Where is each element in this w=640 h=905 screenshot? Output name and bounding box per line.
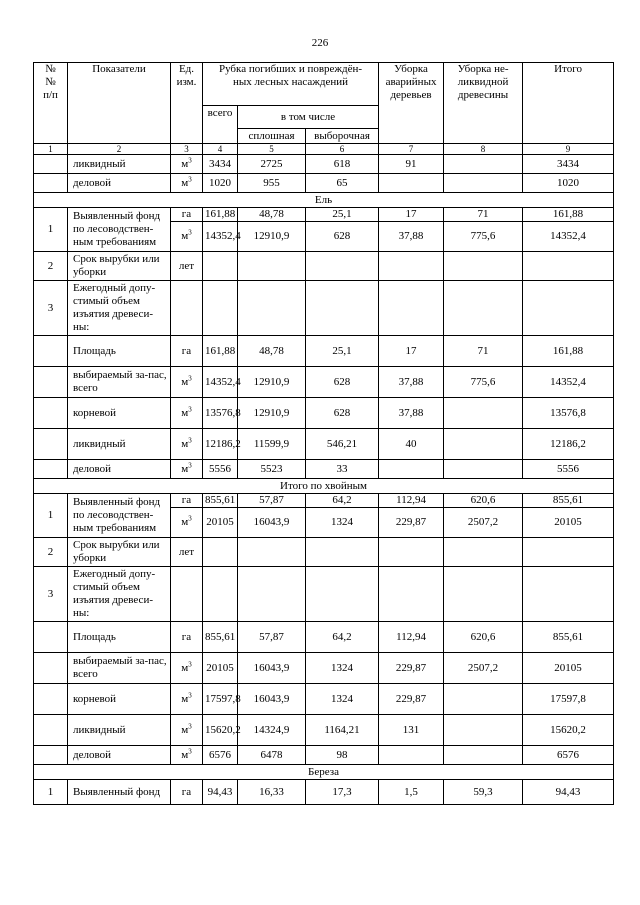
cell-itogo: 14352,4 <box>523 367 614 398</box>
cell-emergency <box>379 538 444 567</box>
cell-label: корневой <box>68 398 171 429</box>
cell-total: 20105 <box>203 653 238 684</box>
table-row <box>34 715 614 746</box>
cell-label: деловой <box>68 174 171 193</box>
cell-total: 12186,2 <box>203 429 238 460</box>
cell-total: 94,43 <box>203 780 238 805</box>
cell-num: 1 <box>34 780 68 805</box>
cell-total: 13576,8 <box>203 398 238 429</box>
column-number: 6 <box>306 144 379 155</box>
cell-emergency <box>379 252 444 281</box>
cell-nonliquid <box>444 174 523 193</box>
cell-num <box>34 398 68 429</box>
section-row <box>34 193 614 208</box>
column-number: 5 <box>238 144 306 155</box>
section-title: Береза <box>34 765 614 780</box>
cell-unit: га <box>171 208 203 222</box>
cell-total <box>203 567 238 622</box>
cell-emergency <box>379 567 444 622</box>
cell-total: 3434 <box>203 155 238 174</box>
cell-nonliquid <box>444 398 523 429</box>
cell-emergency: 37,88 <box>379 367 444 398</box>
cell-itogo: 20105 <box>523 653 614 684</box>
cell-selective: 546,21 <box>306 429 379 460</box>
cell-selective: 33 <box>306 460 379 479</box>
cell-nonliquid <box>444 567 523 622</box>
cell-total: 161,88 <box>203 208 238 222</box>
table-row <box>34 155 614 174</box>
cell-total: 1020 <box>203 174 238 193</box>
cell-unit <box>171 281 203 336</box>
cell-num: 3 <box>34 281 68 336</box>
column-number: 8 <box>444 144 523 155</box>
cell-num: 2 <box>34 252 68 281</box>
header-row-1 <box>34 63 614 106</box>
column-numbers-row <box>34 144 614 155</box>
section-title: Итого по хвойным <box>34 479 614 494</box>
cell-total: 855,61 <box>203 622 238 653</box>
cell-nonliquid <box>444 429 523 460</box>
cell-label: Площадь <box>68 336 171 367</box>
header-itogo: Итого <box>523 63 614 144</box>
section-title: Ель <box>34 193 614 208</box>
cell-itogo: 855,61 <box>523 494 614 508</box>
cell-total <box>203 538 238 567</box>
cell-total: 14352,4 <box>203 222 238 252</box>
header-felling: Рубка погибших и повреждён- ных лесных насаждений <box>203 63 379 106</box>
cell-clear: 6478 <box>238 746 306 765</box>
cell-num <box>34 746 68 765</box>
cell-nonliquid: 620,6 <box>444 494 523 508</box>
cell-clear <box>238 538 306 567</box>
cell-nonliquid <box>444 155 523 174</box>
cell-unit: $м^3$ <box>171 429 203 460</box>
header-nonliquid: Уборка не- ликвидной древесины <box>444 63 523 144</box>
cell-unit: $м^3$ <box>171 460 203 479</box>
table-row <box>34 567 614 622</box>
table-row <box>34 367 614 398</box>
cell-num <box>34 460 68 479</box>
cell-label: выбираемый за-пас, всего <box>68 653 171 684</box>
cell-num <box>34 622 68 653</box>
cell-itogo: 15620,2 <box>523 715 614 746</box>
cell-nonliquid: 71 <box>444 336 523 367</box>
cell-total: 17597,8 <box>203 684 238 715</box>
cell-label: деловой <box>68 746 171 765</box>
cell-selective: 628 <box>306 398 379 429</box>
cell-unit: $м^3$ <box>171 746 203 765</box>
cell-nonliquid <box>444 538 523 567</box>
column-number: 4 <box>203 144 238 155</box>
cell-itogo: 14352,4 <box>523 222 614 252</box>
cell-label: Ежегодный допу-стимый объем изъятия древеси-ны: <box>68 567 171 622</box>
column-number: 1 <box>34 144 68 155</box>
table-row <box>34 429 614 460</box>
cell-emergency: 37,88 <box>379 398 444 429</box>
table-row <box>34 336 614 367</box>
cell-emergency: 91 <box>379 155 444 174</box>
cell-selective: 628 <box>306 367 379 398</box>
cell-emergency: 112,94 <box>379 494 444 508</box>
cell-itogo <box>523 567 614 622</box>
header-clear: сплошная <box>238 129 306 144</box>
cell-itogo <box>523 252 614 281</box>
cell-unit: $м^3$ <box>171 715 203 746</box>
table-row <box>34 746 614 765</box>
cell-label: корневой <box>68 684 171 715</box>
cell-label: деловой <box>68 460 171 479</box>
cell-clear <box>238 281 306 336</box>
cell-emergency <box>379 746 444 765</box>
table-row <box>34 622 614 653</box>
cell-clear: 12910,9 <box>238 367 306 398</box>
cell-selective: 628 <box>306 222 379 252</box>
header-selective: выборочная <box>306 129 379 144</box>
cell-clear: 48,78 <box>238 336 306 367</box>
cell-selective: 25,1 <box>306 208 379 222</box>
cell-clear <box>238 252 306 281</box>
table-row <box>34 653 614 684</box>
cell-itogo: 20105 <box>523 508 614 538</box>
table-row <box>34 174 614 193</box>
cell-selective: 618 <box>306 155 379 174</box>
cell-num <box>34 684 68 715</box>
header-total: всего <box>203 106 238 144</box>
table-row <box>34 780 614 805</box>
cell-label: Выявленный фонд по лесоводствен-ным требованиям <box>68 494 171 538</box>
cell-emergency: 17 <box>379 336 444 367</box>
cell-num: 3 <box>34 567 68 622</box>
data-table <box>33 62 614 805</box>
cell-emergency: 17 <box>379 208 444 222</box>
cell-emergency <box>379 460 444 479</box>
cell-selective: 64,2 <box>306 622 379 653</box>
cell-nonliquid <box>444 746 523 765</box>
cell-clear: 48,78 <box>238 208 306 222</box>
cell-itogo: 17597,8 <box>523 684 614 715</box>
cell-itogo: 1020 <box>523 174 614 193</box>
cell-selective <box>306 281 379 336</box>
cell-num: 2 <box>34 538 68 567</box>
cell-selective: 17,3 <box>306 780 379 805</box>
cell-total <box>203 281 238 336</box>
cell-label: выбираемый за-пас, всего <box>68 367 171 398</box>
cell-total: 14352,4 <box>203 367 238 398</box>
cell-nonliquid <box>444 715 523 746</box>
cell-clear: 16043,9 <box>238 653 306 684</box>
table-row <box>34 684 614 715</box>
cell-num <box>34 155 68 174</box>
cell-selective: 98 <box>306 746 379 765</box>
cell-itogo: 855,61 <box>523 622 614 653</box>
cell-unit: лет <box>171 538 203 567</box>
cell-nonliquid <box>444 252 523 281</box>
cell-nonliquid: 71 <box>444 208 523 222</box>
cell-selective <box>306 567 379 622</box>
cell-itogo <box>523 281 614 336</box>
cell-itogo <box>523 538 614 567</box>
cell-num <box>34 367 68 398</box>
cell-unit: га <box>171 494 203 508</box>
page-number: 226 <box>311 37 329 49</box>
cell-label: ликвидный <box>68 429 171 460</box>
cell-nonliquid <box>444 684 523 715</box>
cell-nonliquid: 2507,2 <box>444 653 523 684</box>
cell-total: 6576 <box>203 746 238 765</box>
cell-emergency: 40 <box>379 429 444 460</box>
column-number: 7 <box>379 144 444 155</box>
header-indicator: Показатели <box>68 63 171 144</box>
cell-label: Выявленный фонд <box>68 780 171 805</box>
cell-nonliquid <box>444 281 523 336</box>
cell-clear: 5523 <box>238 460 306 479</box>
cell-selective <box>306 252 379 281</box>
cell-clear: 16043,9 <box>238 684 306 715</box>
cell-clear: 2725 <box>238 155 306 174</box>
cell-selective: 25,1 <box>306 336 379 367</box>
table-row <box>34 398 614 429</box>
cell-emergency <box>379 174 444 193</box>
column-number: 9 <box>523 144 614 155</box>
cell-nonliquid: 775,6 <box>444 222 523 252</box>
cell-selective <box>306 538 379 567</box>
table-row <box>34 252 614 281</box>
table-row <box>34 460 614 479</box>
cell-unit: $м^3$ <box>171 174 203 193</box>
cell-itogo: 94,43 <box>523 780 614 805</box>
cell-label: Площадь <box>68 622 171 653</box>
cell-clear: 14324,9 <box>238 715 306 746</box>
cell-label: Срок вырубки или уборки <box>68 538 171 567</box>
table-row <box>34 494 614 508</box>
cell-total <box>203 252 238 281</box>
cell-emergency <box>379 281 444 336</box>
cell-nonliquid: 2507,2 <box>444 508 523 538</box>
cell-unit: $м^3$ <box>171 684 203 715</box>
cell-emergency: 229,87 <box>379 508 444 538</box>
cell-selective: 1324 <box>306 684 379 715</box>
column-number: 3 <box>171 144 203 155</box>
cell-itogo: 12186,2 <box>523 429 614 460</box>
section-row <box>34 479 614 494</box>
cell-num <box>34 715 68 746</box>
cell-clear: 57,87 <box>238 622 306 653</box>
table-row <box>34 538 614 567</box>
cell-total: 855,61 <box>203 494 238 508</box>
cell-unit: га <box>171 336 203 367</box>
cell-selective: 1164,21 <box>306 715 379 746</box>
cell-clear: 11599,9 <box>238 429 306 460</box>
cell-clear: 12910,9 <box>238 398 306 429</box>
header-including: в том числе <box>238 106 379 129</box>
cell-unit: $м^3$ <box>171 155 203 174</box>
header-unit: Ед. изм. <box>171 63 203 144</box>
cell-num <box>34 336 68 367</box>
cell-unit: лет <box>171 252 203 281</box>
cell-clear: 16043,9 <box>238 508 306 538</box>
cell-selective: 1324 <box>306 653 379 684</box>
cell-selective: 64,2 <box>306 494 379 508</box>
table-row <box>34 281 614 336</box>
cell-unit: га <box>171 780 203 805</box>
cell-emergency: 37,88 <box>379 222 444 252</box>
cell-unit: $м^3$ <box>171 508 203 538</box>
cell-itogo: 161,88 <box>523 208 614 222</box>
cell-label: ликвидный <box>68 155 171 174</box>
cell-emergency: 131 <box>379 715 444 746</box>
cell-label: ликвидный <box>68 715 171 746</box>
cell-emergency: 112,94 <box>379 622 444 653</box>
column-number: 2 <box>68 144 171 155</box>
cell-emergency: 229,87 <box>379 653 444 684</box>
cell-label: Ежегодный допу-стимый объем изъятия древеси-ны: <box>68 281 171 336</box>
cell-clear: 16,33 <box>238 780 306 805</box>
cell-itogo: 13576,8 <box>523 398 614 429</box>
cell-unit: $м^3$ <box>171 367 203 398</box>
cell-itogo: 161,88 <box>523 336 614 367</box>
cell-unit <box>171 567 203 622</box>
cell-clear: 57,87 <box>238 494 306 508</box>
cell-label: Выявленный фонд по лесоводствен-ным требованиям <box>68 208 171 252</box>
cell-nonliquid: 59,3 <box>444 780 523 805</box>
cell-num <box>34 174 68 193</box>
cell-total: 5556 <box>203 460 238 479</box>
cell-num: 1 <box>34 208 68 252</box>
cell-unit: $м^3$ <box>171 398 203 429</box>
cell-emergency: 229,87 <box>379 684 444 715</box>
cell-itogo: 6576 <box>523 746 614 765</box>
cell-num <box>34 429 68 460</box>
cell-label: Срок вырубки или уборки <box>68 252 171 281</box>
cell-unit: га <box>171 622 203 653</box>
cell-emergency: 1,5 <box>379 780 444 805</box>
cell-clear: 12910,9 <box>238 222 306 252</box>
cell-total: 20105 <box>203 508 238 538</box>
cell-selective: 65 <box>306 174 379 193</box>
header-emergency: Уборка аварийных деревьев <box>379 63 444 144</box>
cell-nonliquid <box>444 460 523 479</box>
cell-num: 1 <box>34 494 68 538</box>
cell-clear <box>238 567 306 622</box>
cell-selective: 1324 <box>306 508 379 538</box>
cell-nonliquid: 775,6 <box>444 367 523 398</box>
table-row <box>34 208 614 222</box>
cell-num <box>34 653 68 684</box>
cell-clear: 955 <box>238 174 306 193</box>
header-num: № № п/п <box>34 63 68 144</box>
cell-total: 15620,2 <box>203 715 238 746</box>
cell-itogo: 3434 <box>523 155 614 174</box>
cell-nonliquid: 620,6 <box>444 622 523 653</box>
cell-unit: $м^3$ <box>171 222 203 252</box>
cell-total: 161,88 <box>203 336 238 367</box>
cell-itogo: 5556 <box>523 460 614 479</box>
section-row <box>34 765 614 780</box>
cell-unit: $м^3$ <box>171 653 203 684</box>
